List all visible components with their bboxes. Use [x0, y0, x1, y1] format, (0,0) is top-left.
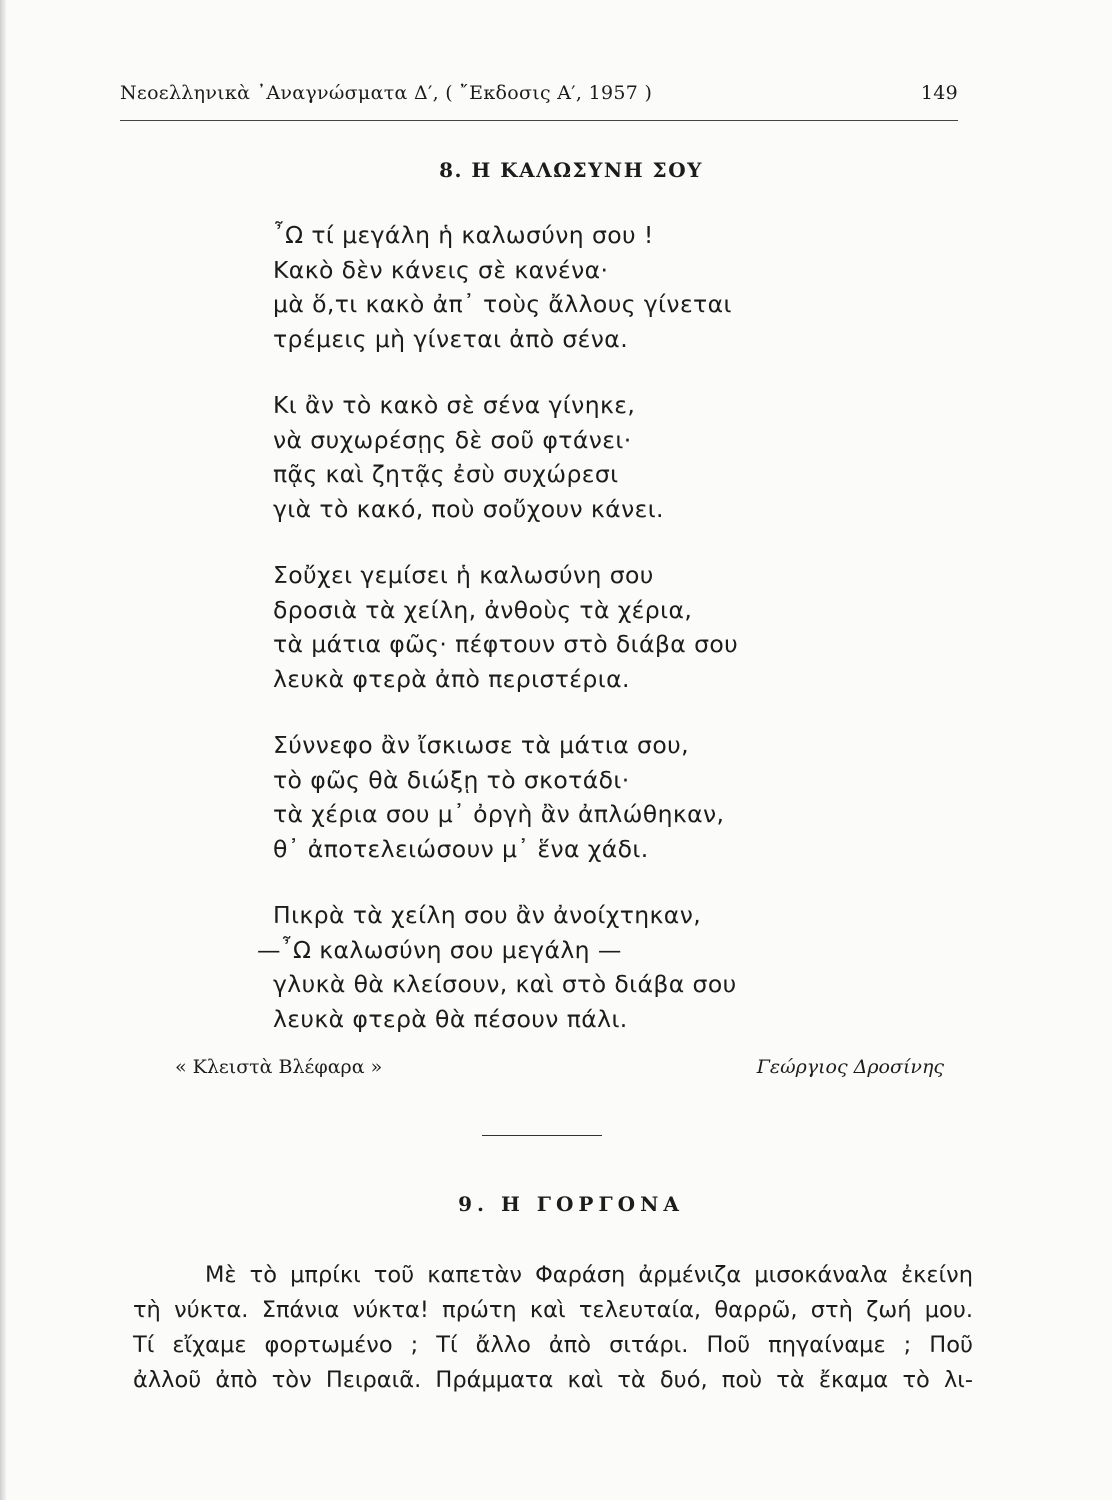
prose-line: ἀλλοῦ ἀπὸ τὸν Πειραιᾶ. Πράμματα καὶ τὰ δυό, ποὺ τὰ ἔκαμα τὸ λι- [133, 1367, 973, 1393]
verse-line: —῏Ω καλωσύνη σου μεγάλη — [257, 935, 622, 964]
verse-line: λευκὰ φτερὰ θὰ πέσουν πάλι. [273, 1004, 628, 1033]
stanza [273, 728, 738, 866]
prose-line: τὴ νύκτα. Σπάνια νύκτα! πρώτη καὶ τελευταία, θαρρῶ, στὴ ζωή μου. [133, 1297, 973, 1323]
stanza [257, 898, 738, 1036]
verse-line: τὰ χέρια σου μ᾽ ὀργὴ ἂν ἀπλώθηκαν, [273, 800, 725, 828]
stanza [273, 558, 738, 696]
verse-line: Κι ἂν τὸ κακὸ σὲ σένα γίνηκε, [273, 391, 636, 419]
poem-title: 8. Η ΚΑΛΩΣΥΝΗ ΣΟΥ [439, 158, 703, 182]
section-title: 9. Η ΓΟΡΓΟΝΑ [458, 1192, 684, 1216]
poem-author: Γεώργιος Δροσίνης [756, 1056, 944, 1078]
verse-line: θ᾽ ἀποτελειώσουν μ᾽ ἕνα χάδι. [273, 834, 649, 863]
prose-paragraph [133, 1258, 973, 1398]
verse-line: Σύννεφο ἂν ἴσκιωσε τὰ μάτια σου, [273, 731, 689, 759]
verse-line: λευκὰ φτερὰ ἀπὸ περιστέρια. [273, 664, 630, 693]
stanza [273, 218, 738, 356]
book-reference: Νεοελληνικὰ ᾽Αναγνώσματα Δ′, ( ῎Εκδοσις Α′, 1957 ) [120, 82, 653, 104]
prose-line: Μὲ τὸ μπρίκι τοῦ καπετὰν Φαράση ἀρμένιζα μισοκάναλα ἐκείνη [205, 1262, 973, 1288]
verse-line: νὰ συχωρέσῃς δὲ σοῦ φτάνει· [273, 425, 632, 454]
verse-line: δροσιὰ τὰ χείλη, ἀνθοὺς τὰ χέρια, [273, 595, 693, 624]
verse-line: γλυκὰ θὰ κλείσουν, καὶ στὸ διάβα σου [273, 970, 737, 998]
poem-source: « Κλειστὰ Βλέφαρα » [175, 1056, 383, 1078]
verse-line: μὰ ὅ,τι κακὸ ἀπ᾽ τοὺς ἄλλους γίνεται [273, 290, 732, 318]
poem-body [257, 218, 739, 1068]
verse-line: τρέμεις μὴ γίνεται ἀπὸ σένα. [273, 324, 629, 353]
verse-line: Σοὔχει γεμίσει ἡ καλωσύνη σου [273, 561, 654, 589]
page-edge-shadow [0, 0, 6, 1500]
section-divider [482, 1135, 602, 1136]
header-rule [120, 120, 958, 121]
verse-line: τὰ μάτια φῶς· πέφτουν στὸ διάβα σου [273, 630, 739, 658]
verse-line: πᾷς καὶ ζητᾷς ἐσὺ συχώρεσι [273, 460, 619, 488]
stanza [273, 388, 738, 526]
verse-line: Πικρὰ τὰ χείλη σου ἂν ἀνοίχτηκαν, [273, 901, 702, 929]
verse-line: ῏Ω τί μεγάλη ἡ καλωσύνη σου ! [273, 221, 654, 249]
prose-line: Τί εἴχαμε φορτωμένο ; Τί ἄλλο ἀπὸ σιτάρι. Ποῦ πηγαίναμε ; Ποῦ [133, 1332, 973, 1358]
verse-line: Κακὸ δὲν κάνεις σὲ κανένα· [273, 255, 609, 284]
verse-line: τὸ φῶς θὰ διώξῃ τὸ σκοτάδι· [273, 765, 630, 794]
page-number: 149 [920, 82, 958, 104]
verse-line: γιὰ τὸ κακό, ποὺ σοὔχουν κάνει. [273, 494, 664, 523]
